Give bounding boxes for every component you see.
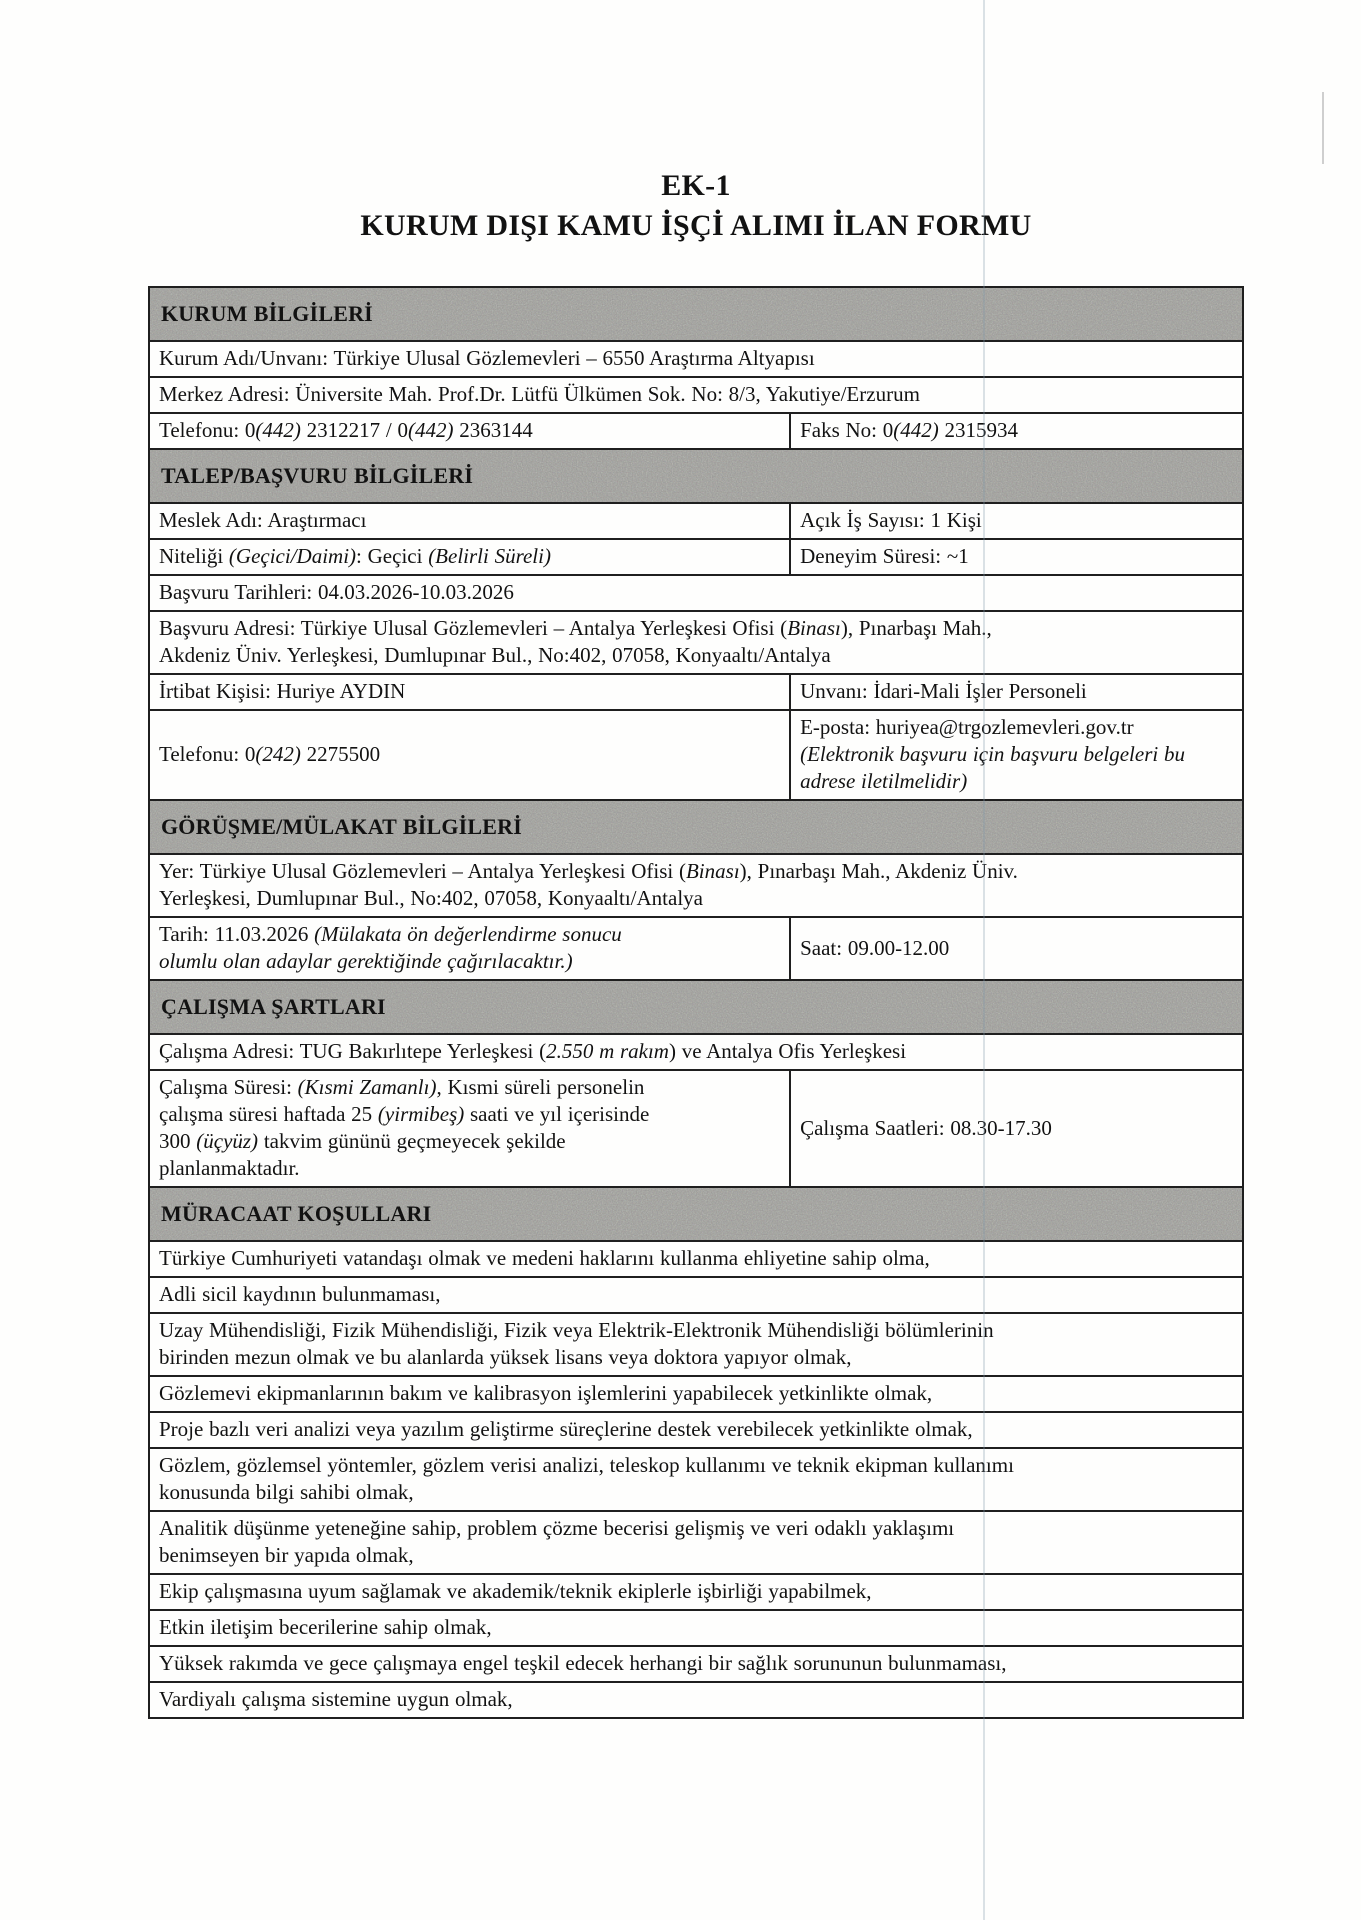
field-acik-is-sayisi: Açık İş Sayısı: 1 Kişi: [790, 503, 1243, 539]
table-row: [149, 1376, 1243, 1412]
title-line-1: EK-1: [661, 169, 731, 202]
table-row: [149, 1574, 1243, 1610]
section-header-row: [149, 800, 1243, 854]
field-telefonu-kurum: Telefonu: 0(442) 2312217 / 0(442) 2363144: [149, 413, 790, 449]
field-faks-no: Faks No: 0(442) 2315934: [790, 413, 1243, 449]
table-row: [149, 854, 1243, 917]
table-row: [149, 1241, 1243, 1277]
title-line-2: KURUM DIŞI KAMU İŞÇİ ALIMI İLAN FORMU: [360, 209, 1032, 242]
table-row: [149, 917, 1243, 980]
requirement-item: Uzay Mühendisliği, Fizik Mühendisliği, Fizik veya Elektrik-Elektronik Mühendisliği bölümlerinin birinden mezun olmak ve bu alanlarda yüksek lisans veya doktora yapıyor olmak,: [149, 1313, 1243, 1376]
field-niteligi: Niteliği (Geçici/Daimi): Geçici (Belirli Süreli): [149, 539, 790, 575]
table-row: [149, 611, 1243, 674]
table-row: [149, 1412, 1243, 1448]
requirement-item: Gözlemevi ekipmanlarının bakım ve kalibrasyon işlemlerini yapabilecek yetkinlikte olmak,: [149, 1376, 1243, 1412]
requirement-item: Gözlem, gözlemsel yöntemler, gözlem verisi analizi, teleskop kullanımı ve teknik ekipman kullanımı konusunda bilgi sahibi olmak,: [149, 1448, 1243, 1511]
requirement-item: Etkin iletişim becerilerine sahip olmak,: [149, 1610, 1243, 1646]
field-calisma-adresi: Çalışma Adresi: TUG Bakırlıtepe Yerleşkesi (2.550 m rakım) ve Antalya Ofis Yerleşkesi: [149, 1034, 1243, 1070]
field-calisma-saatleri: Çalışma Saatleri: 08.30-17.30: [790, 1070, 1243, 1187]
table-row: [149, 413, 1243, 449]
table-row: [149, 1646, 1243, 1682]
section-header-calisma-sartlari: [149, 980, 1243, 1034]
table-row: [149, 1070, 1243, 1187]
scan-artifact-mark: [1322, 92, 1324, 164]
section-header-label: ÇALIŞMA ŞARTLARI: [161, 994, 386, 1019]
field-eposta: E-posta: huriyea@trgozlemevleri.gov.tr (Elektronik başvuru için başvuru belgeleri bu adrese iletilmelidir): [790, 710, 1243, 800]
table-row: [149, 341, 1243, 377]
section-header-row: [149, 1187, 1243, 1241]
field-saat: Saat: 09.00-12.00: [790, 917, 1243, 980]
requirement-item: Adli sicil kaydının bulunmaması,: [149, 1277, 1243, 1313]
section-header-row: [149, 980, 1243, 1034]
table-row: [149, 1034, 1243, 1070]
field-basvuru-adresi: Başvuru Adresi: Türkiye Ulusal Gözlemevleri – Antalya Yerleşkesi Ofisi (Binası), Pınarbaşı Mah., Akdeniz Üniv. Yerleşkesi, Dumlupınar Bul., No:402, 07058, Konyaaltı/Antalya: [149, 611, 1243, 674]
document-title: [148, 166, 1244, 246]
table-row: [149, 674, 1243, 710]
requirement-item: Türkiye Cumhuriyeti vatandaşı olmak ve medeni haklarını kullanma ehliyetine sahip olma,: [149, 1241, 1243, 1277]
field-irtibat-kisisi: İrtibat Kişisi: Huriye AYDIN: [149, 674, 790, 710]
section-header-muracaat-kosullari: [149, 1187, 1243, 1241]
table-row: [149, 377, 1243, 413]
table-row: [149, 575, 1243, 611]
field-unvani: Unvanı: İdari-Mali İşler Personeli: [790, 674, 1243, 710]
table-row: [149, 503, 1243, 539]
requirement-item: Vardiyalı çalışma sistemine uygun olmak,: [149, 1682, 1243, 1718]
table-row: [149, 1313, 1243, 1376]
field-basvuru-tarihleri: Başvuru Tarihleri: 04.03.2026-10.03.2026: [149, 575, 1243, 611]
table-row: [149, 1682, 1243, 1718]
table-row: [149, 1511, 1243, 1574]
field-merkez-adresi: Merkez Adresi: Üniversite Mah. Prof.Dr. Lütfü Ülkümen Sok. No: 8/3, Yakutiye/Erzurum: [149, 377, 1243, 413]
section-header-talep-basvuru: [149, 449, 1243, 503]
table-row: [149, 1277, 1243, 1313]
table-row: [149, 539, 1243, 575]
field-telefonu-irtibat: Telefonu: 0(242) 2275500: [149, 710, 790, 800]
section-header-row: [149, 287, 1243, 341]
field-deneyim-suresi: Deneyim Süresi: ~1: [790, 539, 1243, 575]
section-header-label: TALEP/BAŞVURU BİLGİLERİ: [161, 463, 474, 488]
section-header-kurum-bilgileri: [149, 287, 1243, 341]
section-header-label: GÖRÜŞME/MÜLAKAT BİLGİLERİ: [161, 814, 523, 839]
requirement-item: Yüksek rakımda ve gece çalışmaya engel teşkil edecek herhangi bir sağlık sorununun bulunmaması,: [149, 1646, 1243, 1682]
field-kurum-adi-unvani: Kurum Adı/Unvanı: Türkiye Ulusal Gözlemevleri – 6550 Araştırma Altyapısı: [149, 341, 1243, 377]
field-meslek-adi: Meslek Adı: Araştırmacı: [149, 503, 790, 539]
requirement-item: Analitik düşünme yeteneğine sahip, problem çözme becerisi gelişmiş ve veri odaklı yaklaşımı benimseyen bir yapıda olmak,: [149, 1511, 1243, 1574]
requirement-item: Ekip çalışmasına uyum sağlamak ve akademik/teknik ekiplerle işbirliği yapabilmek,: [149, 1574, 1243, 1610]
section-header-label: KURUM BİLGİLERİ: [161, 301, 373, 326]
requirement-item: Proje bazlı veri analizi veya yazılım geliştirme süreçlerine destek verebilecek yetkinlikte olmak,: [149, 1412, 1243, 1448]
section-header-gorusme-mulakat: [149, 800, 1243, 854]
field-yer: Yer: Türkiye Ulusal Gözlemevleri – Antalya Yerleşkesi Ofisi (Binası), Pınarbaşı Mah., Akdeniz Üniv. Yerleşkesi, Dumlupınar Bul., No:402, 07058, Konyaaltı/Antalya: [149, 854, 1243, 917]
table-row: [149, 1610, 1243, 1646]
table-row: [149, 710, 1243, 800]
section-header-label: MÜRACAAT KOŞULLARI: [161, 1201, 432, 1226]
field-calisma-suresi: Çalışma Süresi: (Kısmi Zamanlı), Kısmi süreli personelin çalışma süresi haftada 25 (yirmibeş) saati ve yıl içerisinde 300 (üçyüz) takvim gününü geçmeyecek şekilde planlanmaktadır.: [149, 1070, 790, 1187]
form-table: [148, 286, 1244, 1719]
table-row: [149, 1448, 1243, 1511]
field-tarih: Tarih: 11.03.2026 (Mülakata ön değerlendirme sonucu olumlu olan adaylar gerektiğinde çağırılacaktır.): [149, 917, 790, 980]
section-header-row: [149, 449, 1243, 503]
